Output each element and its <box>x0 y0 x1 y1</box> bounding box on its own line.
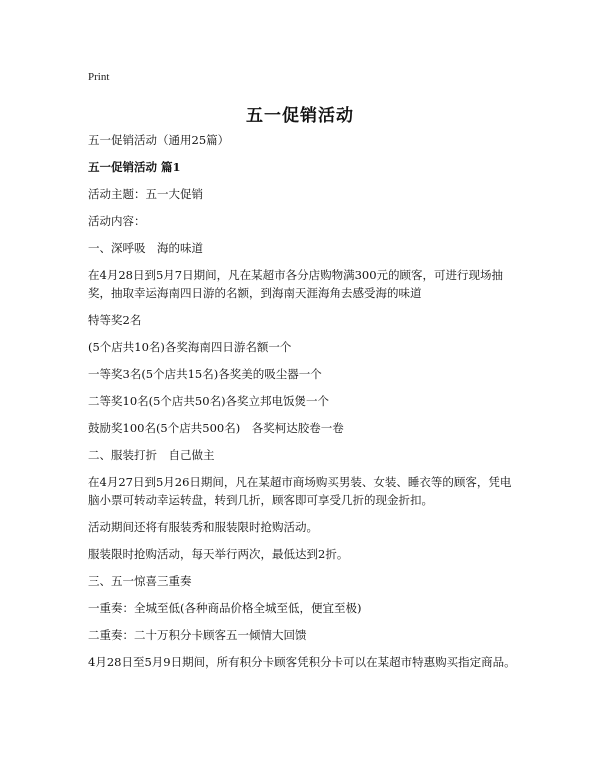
document-title: 五一促销活动 <box>246 106 354 126</box>
document-body <box>88 131 520 680</box>
paragraph: 一等奖3名(5个店共15名)各奖美的吸尘器一个 <box>88 367 322 381</box>
paragraph: 在4月28日到5月7日期间，凡在某超市各分店购物满300元的顾客，可进行现场抽奖，抽取幸运海南四日游的名额，到海南天涯海角去感受海的味道 <box>88 268 504 300</box>
paragraph: 一重奏：全城至低(各种商品价格全城至低，便宜至极) <box>88 601 362 615</box>
paragraph: 在4月27日到5月26日期间，凡在某超市商场购买男装、女装、睡衣等的顾客，凭电脑小票可转动幸运转盘，转到几折，顾客即可享受几折的现金折扣。 <box>88 475 512 507</box>
paragraph: 五一促销活动（通用25篇） <box>88 133 230 147</box>
paragraph: 特等奖2名 <box>88 313 142 327</box>
paragraph: 三、五一惊喜三重奏 <box>88 574 192 588</box>
paragraph: 活动内容： <box>88 214 146 228</box>
section-heading: 五一促销活动 篇1 <box>88 160 181 174</box>
paragraph: 4月28日至5月9日期间，所有积分卡顾客凭积分卡可以在某超市特惠购买指定商品。 <box>88 655 516 669</box>
paragraph: 二、服装打折 自己做主 <box>88 448 215 462</box>
paragraph: 服装限时抢购活动，每天举行两次，最低达到2折。 <box>88 547 349 561</box>
paragraph: 活动主题：五一大促销 <box>88 187 203 201</box>
print-label: Print <box>88 71 110 83</box>
paragraph: 二重奏：二十万积分卡顾客五一倾情大回馈 <box>88 628 307 642</box>
paragraph: 一、深呼吸 海的味道 <box>88 241 203 255</box>
paragraph: 鼓励奖100名(5个店共500名) 各奖柯达胶卷一卷 <box>88 421 344 435</box>
paragraph: 二等奖10名(5个店共50名)各奖立邦电饭煲一个 <box>88 394 330 408</box>
paragraph: 活动期间还将有服装秀和服装限时抢购活动。 <box>88 520 318 534</box>
paragraph: (5个店共10名)各奖海南四日游名额一个 <box>88 340 292 354</box>
